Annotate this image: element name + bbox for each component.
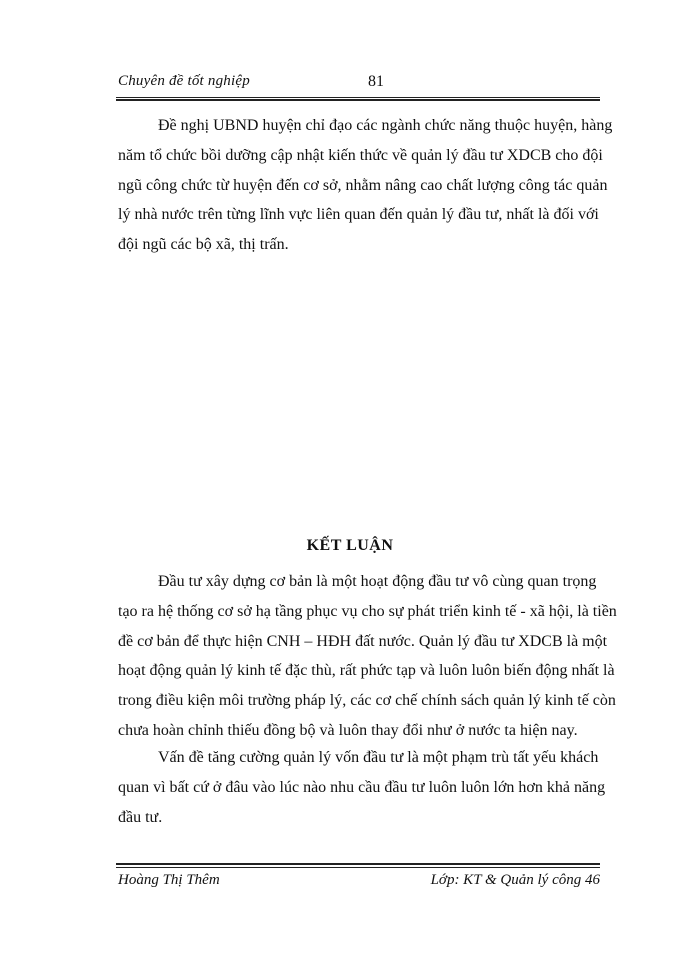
header-divider bbox=[116, 97, 600, 98]
paragraph-conclusion-2 bbox=[118, 743, 606, 832]
text-line: ngũ công chức từ huyện đến cơ sở, nhằm nâng cao chất lượng công tác quản bbox=[118, 176, 608, 194]
footer-divider-thick bbox=[116, 863, 600, 865]
text-line: đầu tư. bbox=[118, 808, 163, 826]
paragraph-conclusion-1 bbox=[118, 567, 617, 746]
text-line: năm tổ chức bồi dưỡng cập nhật kiến thức về quản lý đầu tư XDCB cho đội bbox=[118, 146, 603, 164]
text-line: đề cơ bản để thực hiện CNH – HĐH đất nước. Quản lý đầu tư XDCB là một bbox=[118, 632, 608, 650]
page-number: 81 bbox=[368, 73, 384, 90]
text-line: trong điều kiện môi trường pháp lý, các cơ chế chính sách quản lý kinh tế còn bbox=[118, 692, 616, 710]
text-line: lý nhà nước trên từng lĩnh vực liên quan đến quản lý đầu tư, nhất là đối với bbox=[118, 206, 599, 224]
text-line: hoạt động quản lý kinh tế đặc thù, rất phức tạp và luôn luôn biến động nhất là bbox=[118, 662, 615, 680]
text-line: tạo ra hệ thống cơ sở hạ tầng phục vụ cho sự phát triển kinh tế - xã hội, là tiền bbox=[118, 602, 617, 620]
text-line: Đề nghị UBND huyện chỉ đạo các ngành chức năng thuộc huyện, hàng bbox=[158, 117, 613, 134]
text-line: Đầu tư xây dựng cơ bản là một hoạt động đầu tư vô cùng quan trọng bbox=[158, 573, 597, 590]
class-label: Lớp: KT & Quản lý công 46 bbox=[430, 872, 600, 888]
footer-divider bbox=[116, 867, 600, 868]
conclusion-heading: KẾT LUẬN bbox=[306, 537, 394, 554]
text-line: chưa hoàn chỉnh thiếu đồng bộ và luôn thay đổi như ở nước ta hiện nay. bbox=[118, 721, 578, 739]
paragraph-recommendation bbox=[118, 111, 613, 260]
author-name: Hoàng Thị Thêm bbox=[118, 872, 220, 888]
text-line: Vấn đề tăng cường quản lý vốn đầu tư là một phạm trù tất yếu khách bbox=[158, 749, 599, 766]
document-title: Chuyên đề tốt nghiệp bbox=[118, 73, 250, 89]
text-line: quan vì bất cứ ở đâu vào lúc nào nhu cầu đầu tư luôn luôn lớn hơn khả năng bbox=[118, 778, 606, 796]
header-divider-thick bbox=[116, 99, 600, 101]
text-line: đội ngũ các bộ xã, thị trấn. bbox=[118, 236, 289, 254]
